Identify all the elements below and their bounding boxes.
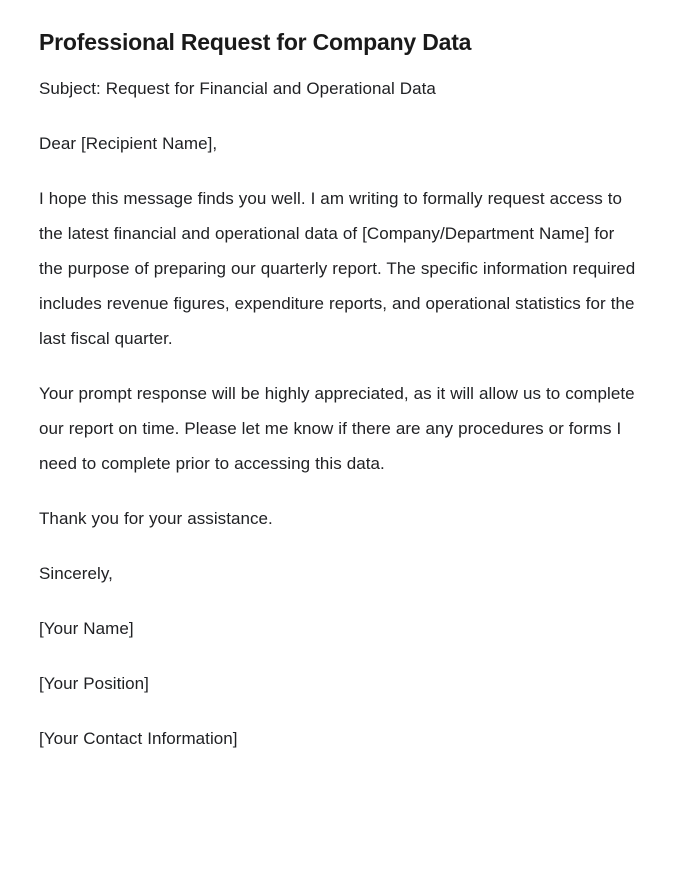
page-title: Professional Request for Company Data — [39, 29, 472, 55]
subject-line: Subject: Request for Financial and Operational Data — [39, 79, 436, 98]
thank-you-line: Thank you for your assistance. — [39, 509, 273, 528]
signature-contact: [Your Contact Information] — [39, 729, 238, 748]
body-paragraph-1: I hope this message finds you well. I am writing to formally request access to the latest financial and operational data of [Company/Department Name] for the purpose of preparing our quarterly report. The specific information required includes revenue figures, expenditure reports, and operational statistics for the last fiscal quarter. — [39, 189, 636, 348]
body-paragraph-2: Your prompt response will be highly appreciated, as it will allow us to complete our report on time. Please let me know if there are any procedures or forms I need to complete prior to accessing this data. — [39, 384, 635, 473]
signature-position: [Your Position] — [39, 674, 149, 693]
salutation-line: Dear [Recipient Name], — [39, 134, 218, 153]
letter-body — [39, 57, 643, 756]
signature-name: [Your Name] — [39, 619, 134, 638]
closing-line: Sincerely, — [39, 564, 113, 583]
